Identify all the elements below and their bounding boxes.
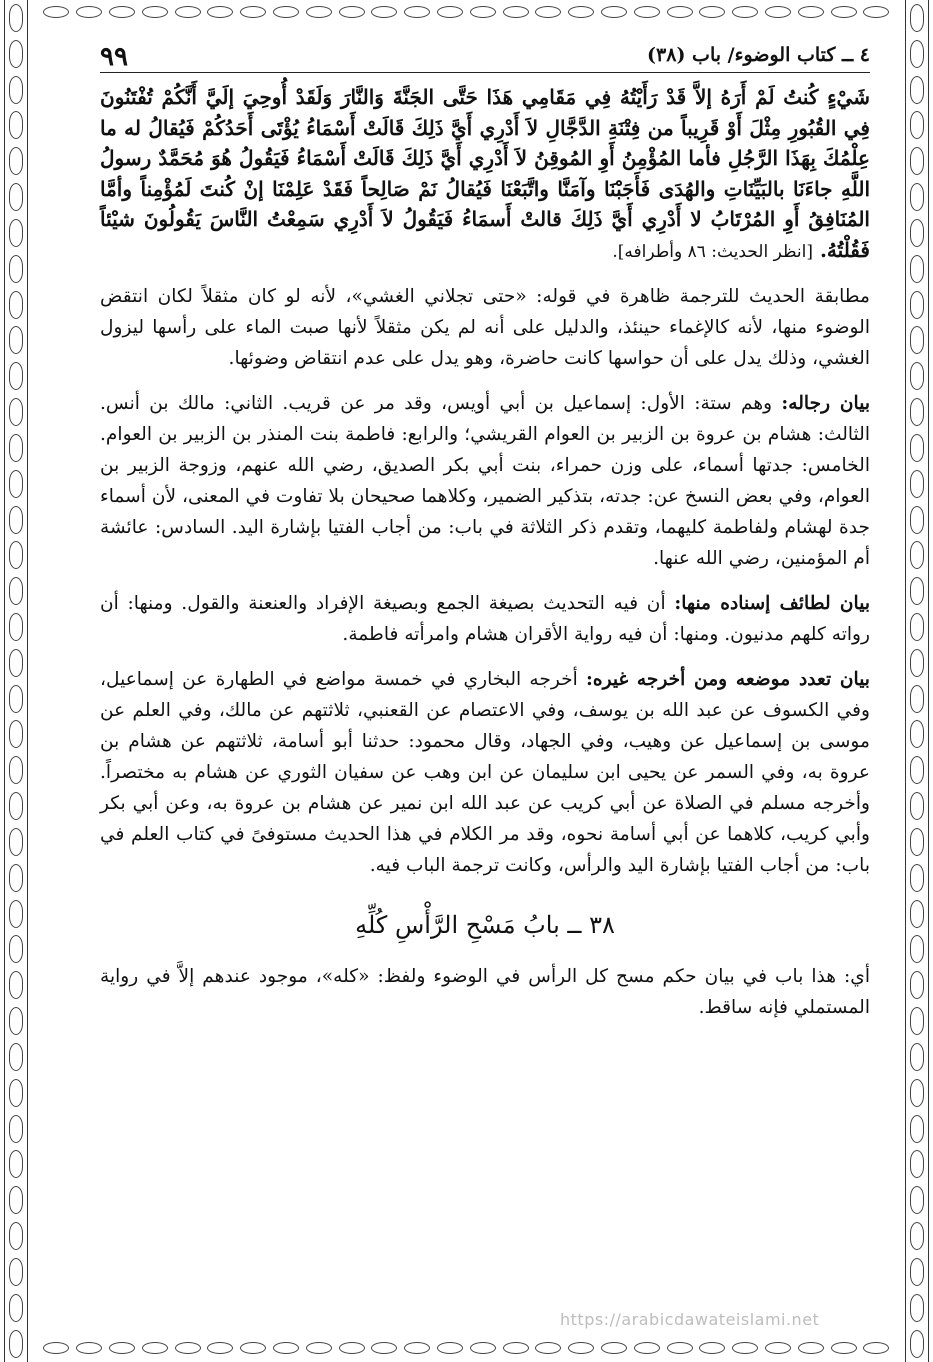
- paragraph-text: أخرجه البخاري في خمسة مواضع في الطهارة عن إسماعيل، وفي الكسوف عن عبد الله بن يوسف، وفي الاعتصام عن القعنبي، ثلاثتهم عن مالك، وفي العلم عن موسى بن إسماعيل عن وهيب، وفي الجهاد، وقال محمود: حدثنا أبو أسامة، ثلاثتهم عن هشام بن عروة به، وفي السمر عن يحيى ابن سليمان عن ابن وهب عن سفيان الثوري عن هشام به مختصراً. وأخرجه مسلم في الصلاة عن أبي كريب عن عبد الله ابن نمير عن هشام بن عروة به، وعن أبي بكر وأبي كريب، كلاهما عن أبي أسامة نحوه، وقد مر الكلام في هذا الحديث مستوفىً في كتاب العلم في باب: من أجاب الفتيا بإشارة اليد والرأس، وكانت ترجمة الباب فيه.: [100, 669, 870, 876]
- hadith-text: [100, 82, 870, 267]
- paragraph-text: أي: هذا باب في بيان حكم مسح كل الرأس في الوضوء ولفظ: «كله»، موجود عندهم إلاَّ في رواية المستملي فإنه ساقط.: [100, 966, 870, 1018]
- paragraph-heading: بيان رجاله:: [781, 393, 870, 414]
- right-border-ornament: [905, 0, 929, 1362]
- page-number: ٩٩: [100, 42, 128, 72]
- paragraph-text: أن فيه التحديث بصيغة الجمع وبصيغة الإفراد والعنعنة والقول. ومنها: أن رواته كلهم مدنيون. ومنها: أن فيه رواية الأقران هشام وامرأته فاطمة.: [100, 593, 870, 645]
- running-title: ٤ ــ كتاب الوضوء/ باب (٣٨): [647, 44, 870, 66]
- hadith-body: شَيْءٍ كُنتُ لَمْ أَرَهُ إلاَّ قَدْ رَأَيْتُهُ فِي مَقَامِي هَذَا حَتَّى الجَنَّةَ وَالنَّارَ وَلَقَدْ أُوحِيَ إلَيَّ أَنَّكُمْ تُفْتَنُونَ فِي القُبُورِ مِثْلَ أَوْ قَرِيباً من فِتْنَةِ الدَّجَّالِ لاَ أَدْرِي أَيَّ ذَلِكَ قَالَتْ أَسْمَاءُ يُؤْتَى أَحَدُكُمْ فَيُقالُ له ما عِلْمُكَ بِهَذَا الرَّجُلِ فأما المُؤْمِنُ أَوِ المُوقِنُ لاَ أَدْرِي أَيَّ ذَلِكَ قَالَتْ أَسْمَاءُ فَيَقُولُ هُوَ مُحَمَّدٌ رسولُ اللَّهِ جاءَنَا بالبَيِّنَاتِ والهُدَى فَأَجَبْنَا وآمَنَّا واتَّبَعْنَا فَيُقالُ نَمْ صَالِحاً فَقَدْ عَلِمْنَا إنْ كُنتَ لَمُؤْمِناً وأمَّا المُنَافِقُ أَوِ المُرْتَابُ لا أَدْرِي أَيَّ ذَلِكَ قالتْ أَسمَاءُ فَيَقُولُ لاَ أَدْرِي سَمِعْتُ النَّاسَ يَقُولُونَ شيْئاً فَقُلْتُهُ.: [100, 85, 870, 262]
- paragraph-text: مطابقة الحديث للترجمة ظاهرة في قوله: «حتى تجلاني الغشي»، لأنه لو كان مثقلاً لكان انتقض الوضوء منها، لأنه كالإغماء حينئذ، والدليل على أنه لم يكن مثقلاً لأنها صبت الماء على رأسها ليزول الغشي، وذلك يدل على أن حواسها كانت حاضرة، وهو يدل على عدم انتقاض وضوئها.: [100, 286, 870, 369]
- chapter-explanation: [100, 961, 870, 1023]
- watermark-url: https://arabicdawateislami.net: [560, 1310, 820, 1329]
- page-body: [100, 82, 870, 1023]
- page-header: [100, 40, 870, 73]
- top-border-ornament: [40, 4, 893, 20]
- paragraph-text: وهم ستة: الأول: إسماعيل بن أبي أويس، وقد مر عن قريب. الثاني: مالك بن أنس. الثالث: هشام بن عروة بن الزبير بن العوام القريشي؛ والرابع: فاطمة بنت المنذر بن الزبير بن العوام. الخامس: جدتها أسماء، على وزن حمراء، بنت أبي بكر الصديق، رضي الله عنهم، وزوجة الزبير بن العوام، وفي بعض النسخ عن: جدته، بتذكير الضمير، وكلاهما صحيحان بلا تفاوت في المعنى، لأن أسماء جدة لهشام ولفاطمة كليهما، وتقدم ذكر الثلاثة في باب: من أجاب الفتيا بإشارة اليد. السادس: عائشة أم المؤمنين، رضي الله عنها.: [100, 393, 870, 569]
- narrators-paragraph: [100, 388, 870, 574]
- chapter-title: ٣٨ ــ بابُ مَسْحِ الرَّأْسِ كُلِّهِ: [355, 911, 615, 939]
- paragraph-heading: بيان لطائف إسناده منها:: [674, 593, 870, 614]
- paragraph-heading: بيان تعدد موضعه ومن أخرجه غيره:: [585, 669, 870, 690]
- isnad-subtleties-paragraph: [100, 588, 870, 650]
- sources-paragraph: [100, 664, 870, 881]
- hadith-reference: [انظر الحديث: ٨٦ وأطرافه].: [612, 241, 813, 262]
- commentary-paragraph: [100, 281, 870, 374]
- left-border-ornament: [4, 0, 28, 1362]
- bottom-border-ornament: [40, 1340, 893, 1356]
